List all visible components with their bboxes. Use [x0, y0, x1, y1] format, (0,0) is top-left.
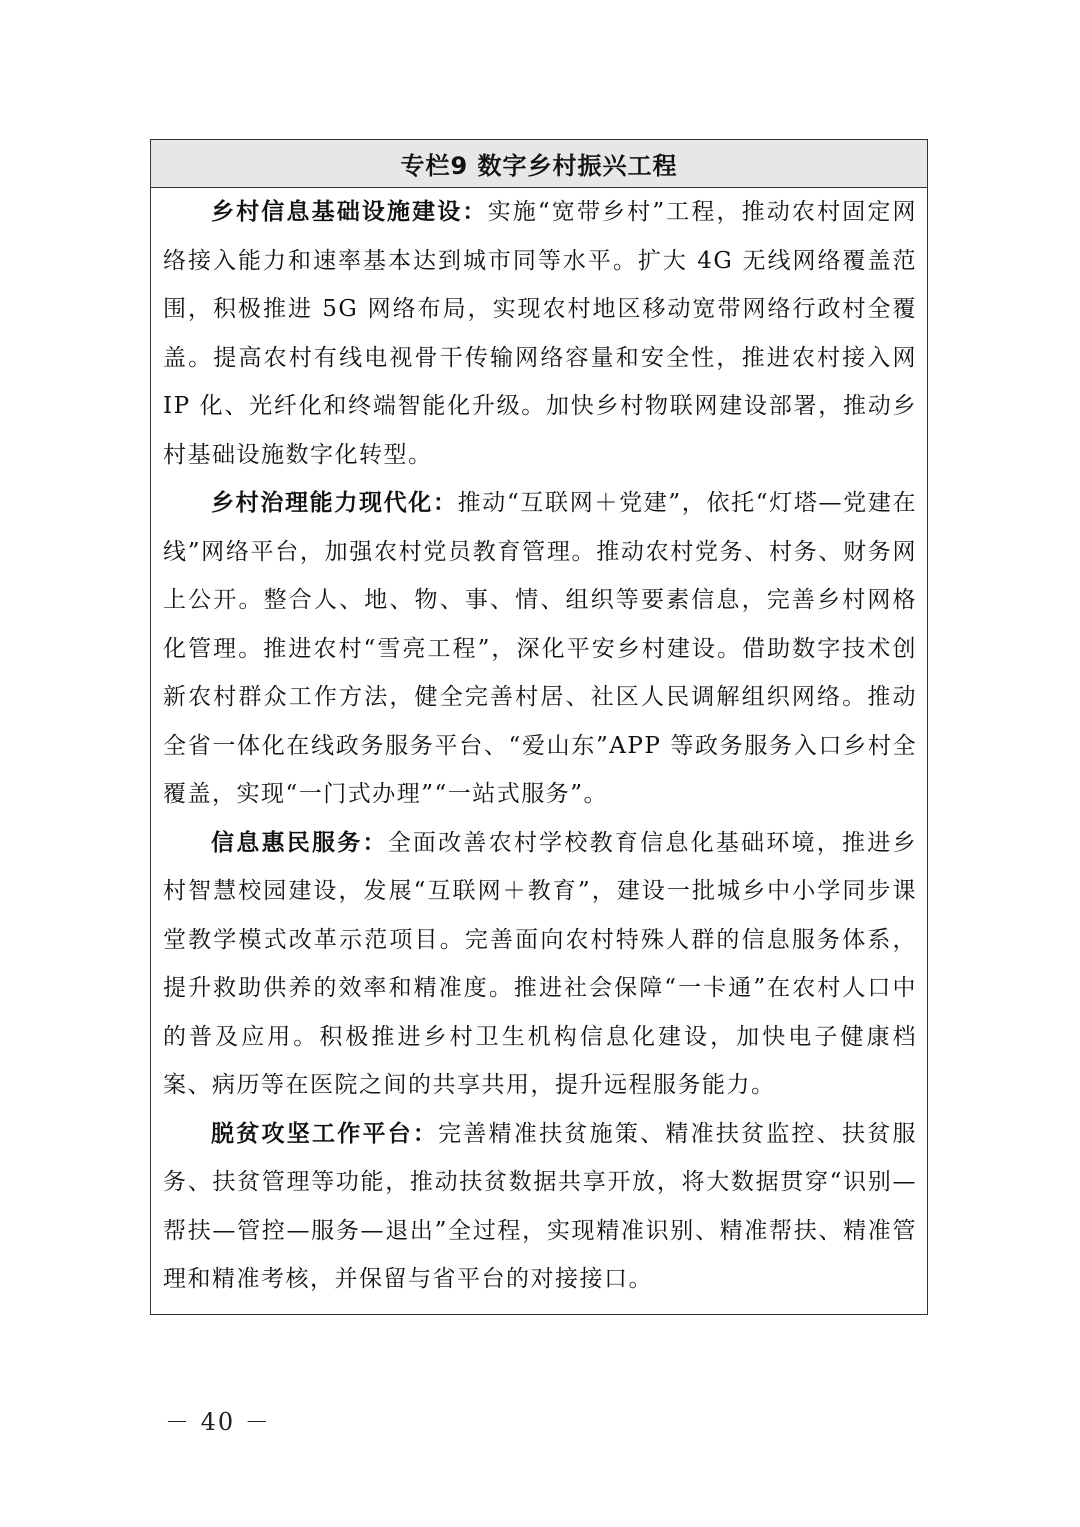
- box-title: 专栏9 数字乡村振兴工程: [400, 152, 678, 180]
- section-services: [163, 819, 917, 1110]
- box-body: [151, 188, 927, 1304]
- section-governance: [163, 479, 917, 819]
- page-number: － 40 －: [165, 1408, 271, 1436]
- section-heading: 乡村信息基础设施建设：: [211, 198, 488, 225]
- feature-box: [150, 139, 928, 1315]
- section-text: 全面改善农村学校教育信息化基础环境，推进乡村智慧校园建设，发展“互联网＋教育”，建设一批城乡中小学同步课堂教学模式改革示范项目。完善面向农村特殊人群的信息服务体系，提升救助供养的效率和精准度。推进社会保障“一卡通”在农村人口中的普及应用。积极推进乡村卫生机构信息化建设，加快电子健康档案、病历等在医院之间的共享共用，提升远程服务能力。: [163, 829, 918, 1098]
- box-header: [151, 140, 927, 188]
- section-heading: 乡村治理能力现代化：: [211, 489, 458, 516]
- section-heading: 脱贫攻坚工作平台：: [211, 1119, 439, 1147]
- section-text: 实施“宽带乡村”工程，推动农村固定网络接入能力和速率基本达到城市同等水平。扩大 4G 无线网络覆盖范围，积极推进 5G 网络布局，实现农村地区移动宽带网络行政村全覆盖。提高农村有线电视骨干传输网络容量和安全性，推进农村接入网 IP 化、光纤化和终端智能化升级。加快乡村物联网建设部署，推动乡村基础设施数字化转型。: [163, 199, 917, 468]
- section-text: 完善精准扶贫施策、精准扶贫监控、扶贫服务、扶贫管理等功能，推动扶贫数据共享开放，将大数据贯穿“识别—帮扶—管控—服务—退出”全过程，实现精准识别、精准帮扶、精准管理和精准考核，并保留与省平台的对接接口。: [163, 1120, 918, 1292]
- section-infrastructure: [163, 188, 917, 479]
- section-poverty: [163, 1110, 917, 1304]
- section-heading: 信息惠民服务：: [211, 828, 388, 856]
- section-text: 推动“互联网＋党建”，依托“灯塔—党建在线”网络平台，加强农村党员教育管理。推动农村党务、村务、财务网上公开。整合人、地、物、事、情、组织等要素信息，完善乡村网格化管理。推进农村“雪亮工程”，深化平安乡村建设。借助数字技术创新农村群众工作方法，健全完善村居、社区人民调解组织网络。推动全省一体化在线政务服务平台、“爱山东”APP 等政务服务入口乡村全覆盖，实现“一门式办理”“一站式服务”。: [163, 490, 918, 807]
